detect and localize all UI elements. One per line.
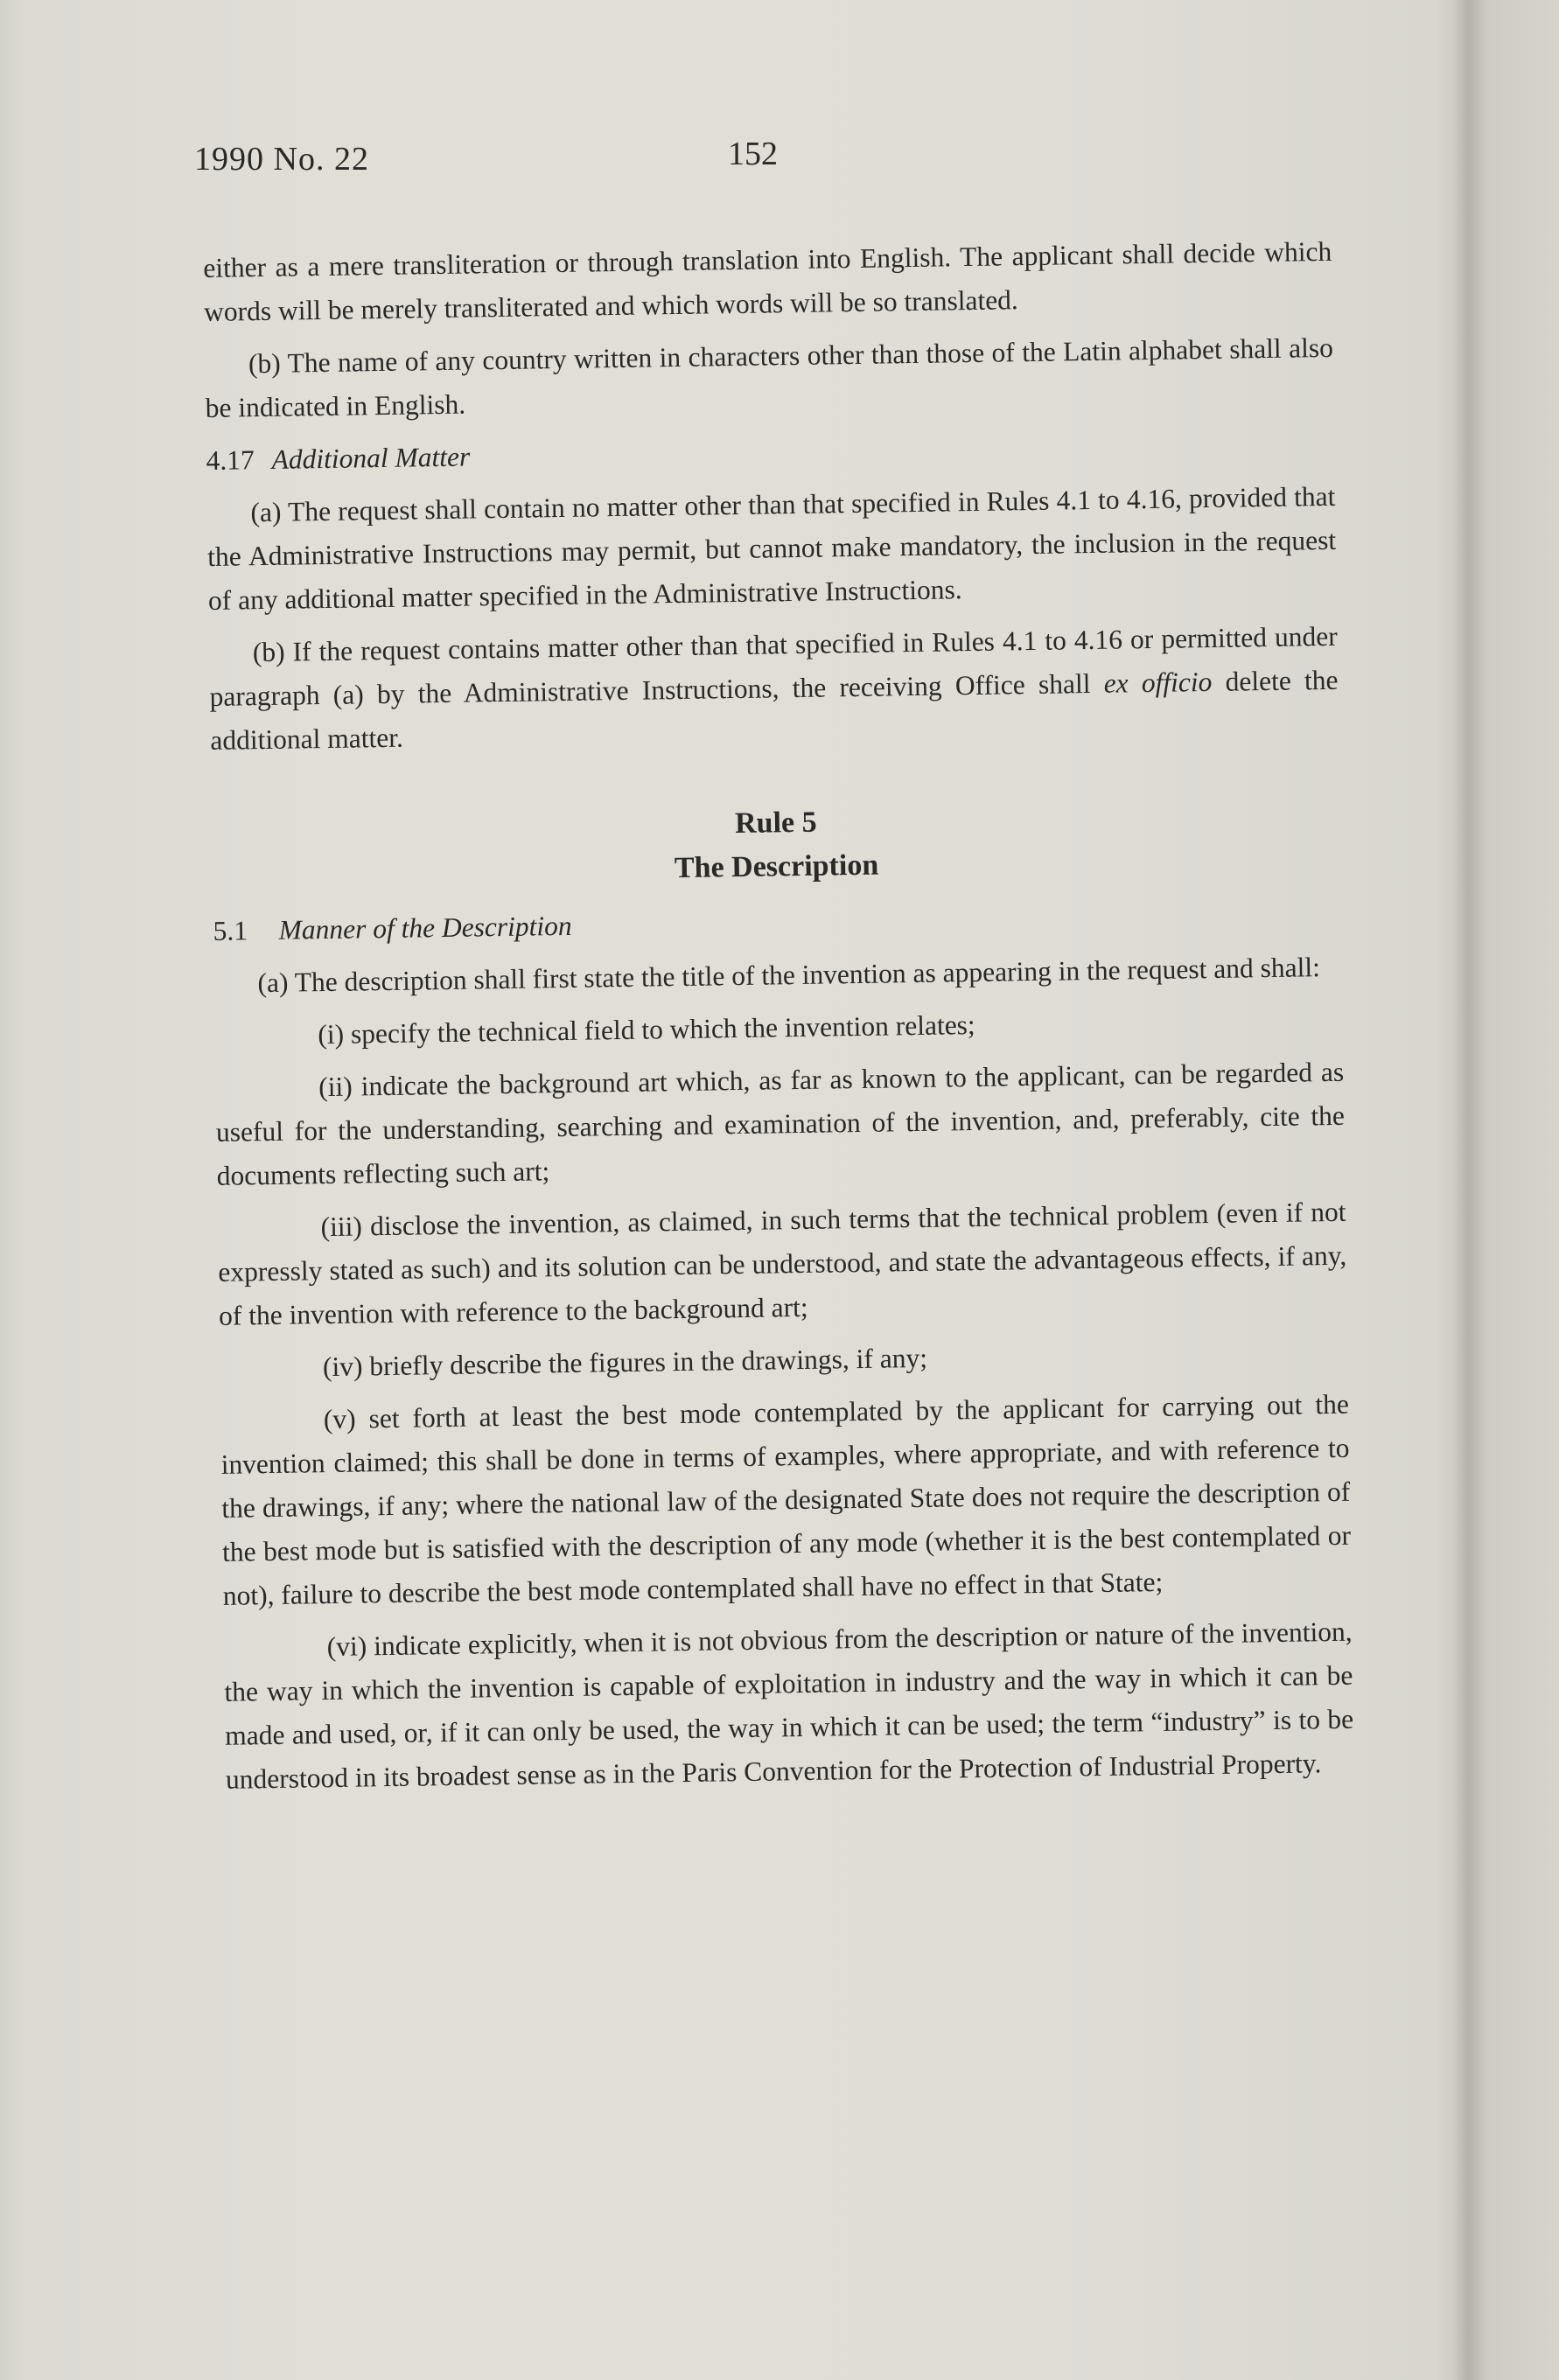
list-item-i: (i) specify the technical field to which the invention relates; <box>318 1009 975 1050</box>
rule-subtitle: The Description <box>674 848 879 885</box>
section-heading-4-17 <box>206 422 1335 483</box>
paragraph-4-17-b-text: (b) If the request contains matter other than that specified in Rules 4.1 to 4.16 or permitted under paragraph (a) by the Administrative Instructions, the receiving Office shall <box>209 620 1339 712</box>
list-item-iv: (iv) briefly describe the figures in the drawings, if any; <box>322 1342 928 1383</box>
continuation-paragraph: either as a mere transliteration or through translation into English. The applicant shall decide which words will be merely transliterated and which words will be so translated. <box>203 235 1332 327</box>
section-heading-5-1 <box>213 893 1342 953</box>
section-title: Manner of the Description <box>278 910 572 946</box>
paragraph-4-17-a: (a) The request shall contain no matter other than that specified in Rules 4.1 to 4.16, provided that the Administrative Instructions may permit, but cannot make mandatory, the inclusion in the request of any additional matter specified in the Administrative Instructions. <box>206 480 1337 616</box>
page-number: 152 <box>728 136 778 172</box>
paragraph-4-17-b-end: delete the additional matter. <box>210 664 1339 756</box>
section-number: 5.1 <box>213 915 248 946</box>
section-title: Additional Matter <box>271 441 471 475</box>
list-item-v: (v) set forth at least the best mode contemplated by the applicant for carrying out the invention claimed; this shall be done in terms of examples, where appropriate, and with reference to the drawings, if any; where the national law of the designated State does not require the description of the best mode but is satisfied with the description of any mode (whether it is the best contemplated or not), failure to describe the best mode contemplated shall have no effect in that State; <box>220 1388 1352 1611</box>
list-item-ii: (ii) indicate the background art which, as far as known to the applicant, can be regarded as useful for the understanding, searching and examination of the invention, and, preferably, cite the documents reflecting such art; <box>215 1056 1346 1191</box>
section-number: 4.17 <box>206 444 255 476</box>
page-body <box>203 230 1354 1811</box>
paragraph-4-16-b: (b) The name of any country written in characters other than those of the Latin alphabet shall also be indicated in English. <box>205 332 1334 423</box>
list-item-iii: (iii) disclose the invention, as claimed, in such terms that the technical problem (even if not expressly stated as such) and its solution can be understood, and state the advantageous effects, if any, of the invention with reference to the background art; <box>218 1196 1347 1331</box>
running-header <box>194 136 1332 192</box>
rule-title: Rule 5 <box>734 806 817 841</box>
paragraph-4-17-b-latin: ex officio <box>1103 666 1213 699</box>
page-gutter-shadow <box>1452 0 1487 2380</box>
header-year-number: 1990 No. 22 <box>194 141 369 178</box>
list-item-vi: (vi) indicate explicitly, when it is not obvious from the description or nature of the invention, the way in which the invention is capable of exploitation in industry and the way in which it can be made and used, or, if it can only be used, the way in which it can be used; the term “industry” is to be understood in its broadest sense as in the Paris Convention for the Protection of Industrial Property. <box>224 1616 1354 1795</box>
paragraph-4-17-b <box>209 615 1339 763</box>
paragraph-5-1-a: (a) The description shall first state the title of the invention as appearing in the request and shall: <box>257 952 1321 999</box>
